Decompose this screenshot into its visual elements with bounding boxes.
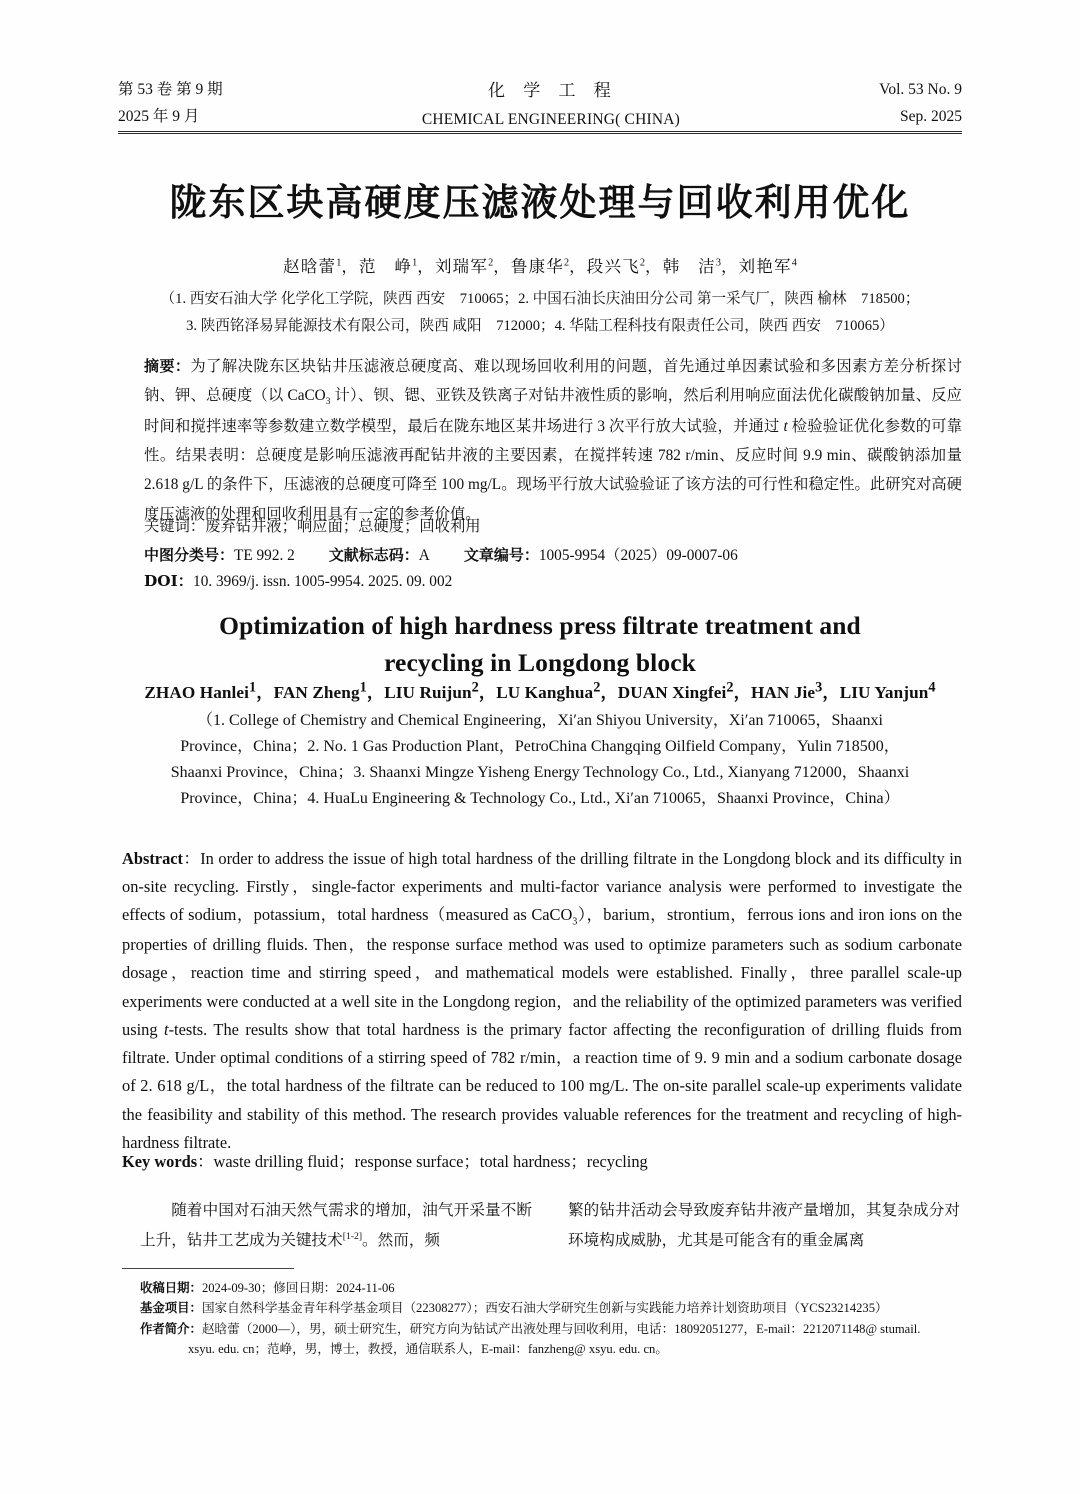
clc-label: 中图分类号： [144, 546, 235, 564]
publication-date-cn: 2025 年 9 月 [118, 108, 200, 126]
document-code-label: 文献标志码： [328, 546, 419, 564]
abstract-cn-text: 为了解决陇东区块钻井压滤液总硬度高、难以现场回收利用的问题，首先通过单因素试验和多因素方差分析探讨钠、钾、总硬度（以 CaCO$_3$ 计）、钡、锶、亚铁及铁离子对钻井液性质的影响，然后利用响应面法优化碳酸钠加量、反应时间和搅拌速率等参数建立数学模型，最后在陇东地区某井场进行 3 次平行放大试验，并通过 t 检验验证优化参数的可靠性。结果表明：总硬度是影响压滤液再配钻井液的主要因素，在搅拌转速 782 r/min、反应时间 9.9 min、碳酸钠添加量 2.618 g/L 的条件下，压滤液的总硬度可降至 100 mg/L。现场平行放大试验验证了该方法的可行性和稳定性。此研究对高硬度压滤液的处理和回收利用具有一定的参考价值。 [144, 358, 962, 523]
abstract-en-text: ：In order to address the issue of high total hardness of the drilling filtrate in the Longdong block and its difficulty in on-site recycling. Firstly，single-factor experiments and multi-factor variance analysis were performed to investigate the effects of sodium，potassium，total hardness（measured as CaCO$_3$），barium，strontium，ferrous ions and iron ions on the properties of drilling fluids. Then，the response surface method was used to optimize parameters such as sodium carbonate dosage，reaction time and stirring speed，and mathematical models were established. Finally，three parallel scale-up experiments were conducted at a well site in the Longdong region，and the reliability of the optimized parameters was verified using t-tests. The results show that total hardness is the primary factor affecting the reconfiguration of drilling fluids from filtrate. Under optimal conditions of a stirring speed of 782 r/min，a reaction time of 9. 9 min and a sodium carbonate dosage of 2. 618 g/L，the total hardness of the filtrate can be reduced to 100 mg/L. The on-site parallel scale-up experiments validate the feasibility and stability of this method. The research provides valuable references for the treatment and recycling of high-hardness filtrate. [122, 849, 963, 1152]
footnote-received-label: 收稿日期： [140, 1280, 202, 1295]
keywords-cn-text: 废弃钻井液；响应面；总硬度；回收利用 [205, 518, 481, 535]
keywords-en [122, 1148, 962, 1176]
abstract-en-label: Abstract [122, 849, 183, 868]
footnote-bio [140, 1319, 964, 1360]
body-paragraph-right: 繁的钻井活动会导致废弃钻井液产量增加，其复杂成分对环境构成威胁，尤其是可能含有的重金属离 [568, 1202, 960, 1250]
keywords-cn-label: 关键词： [144, 518, 206, 535]
paper-title-en-line-2: recycling in Longdong block [384, 647, 696, 677]
authors-en: ZHAO Hanlei$^1$，FAN Zheng$^1$，LIU Ruijun$^2$，LU Kanghua$^2$，DUAN Xingfei$^2$，HAN Jie$^3$，LIU Yanjun$^4$ [144, 679, 936, 702]
publication-date-en: Sep. 2025 [900, 108, 962, 126]
affiliations-en: （1. College of Chemistry and Chemical Engineering，Xi′an Shiyou University，Xi′an 710065，Shaanxi Province，China；2. No. 1 Gas Production Plant，PetroChina Changqing Oilfield Company，Yulin 718500，Shaanxi Province，China；3. Shaanxi Mingze Yisheng Energy Technology Co., Ltd., Xianyang 712000，Shaanxi Province，China；4. HuaLu Engineering & Technology Co., Ltd., Xi′an 710065，Shaanxi Province，China） [170, 712, 910, 807]
body-paragraph-left: 随着中国对石油天然气需求的增加，油气开采量不断上升，钻井工艺成为关键技术[1-2]。然而，频 [140, 1202, 532, 1250]
body-column-right [568, 1196, 960, 1257]
header-divider-rule [118, 131, 962, 134]
doi-value[interactable]: 10. 3969/j. issn. 1005-9954. 2025. 09. 002 [193, 573, 453, 590]
footnote-received-text: 2024-09-30；修回日期：2024-11-06 [201, 1281, 395, 1295]
keywords-en-label: Key words [122, 1152, 198, 1171]
abstract-cn [144, 352, 962, 529]
running-head-center [223, 76, 880, 133]
paper-title-en-line-1: Optimization of high hardness press filtrate treatment and [219, 611, 861, 640]
body-columns [140, 1196, 960, 1257]
footnote-fund-text: 国家自然科学基金青年科学基金项目（22308277）；西安石油大学研究生创新与实践能力培养计划资助项目（YCS23214235） [201, 1301, 888, 1316]
volume-issue-en: Vol. 53 No. 9 [879, 81, 962, 98]
running-head-right [879, 76, 962, 130]
footnote-divider-rule [122, 1268, 294, 1269]
affiliation-cn-line-1: （1. 西安石油大学 化学化工学院，陕西 西安 710065；2. 中国石油长庆油田分公司 第一采气厂，陕西 榆林 718500； [160, 291, 920, 307]
paper-title-cn: 陇东区块高硬度压滤液处理与回收利用优化 [169, 181, 911, 224]
affiliations-cn [130, 286, 950, 339]
abstract-cn-label: 摘要： [144, 357, 191, 375]
footnote-block [140, 1278, 964, 1360]
article-number-label: 文章编号： [463, 546, 539, 564]
clc-value: TE 992. 2 [234, 547, 295, 564]
footnote-bio-continuation: xsyu. edu. cn；范峥，男，博士，教授，通信联系人，E-mail：fanzheng@ xsyu. edu. cn。 [188, 1342, 668, 1357]
journal-name-cn: 化 学 工 程 [488, 81, 618, 100]
footnote-fund-label: 基金项目： [140, 1300, 202, 1316]
running-head-left [118, 76, 223, 130]
footnote-bio-text: 赵晗蕾（2000—），男，硕士研究生，研究方向为钻试产出液处理与回收利用，电话：18092051277，E-mail：2212071148@ stumail. [201, 1321, 921, 1336]
authors-cn: 赵晗蕾$^1$，范 峥$^1$，刘瑞军$^2$，鲁康华$^2$，段兴飞$^2$，韩 洁$^3$，刘艳军$^4$ [283, 257, 797, 276]
keywords-cn [144, 512, 962, 541]
footnote-received [140, 1278, 964, 1298]
footnote-bio-label: 作者简介： [140, 1320, 202, 1336]
keywords-en-text: ：waste drilling fluid；response surface；total hardness；recycling [197, 1152, 648, 1171]
abstract-en [122, 845, 962, 1157]
document-code-value: A [418, 547, 430, 564]
doi-label: DOI： [144, 572, 194, 590]
running-head [118, 76, 962, 133]
article-number-value: 1005-9954（2025）09-0007-06 [538, 547, 738, 564]
footnote-fund [140, 1298, 964, 1318]
doi-line [144, 569, 962, 591]
paper-title-en [150, 608, 930, 681]
body-column-left [140, 1196, 532, 1257]
journal-name-en: CHEMICAL ENGINEERING( CHINA) [421, 110, 680, 128]
affiliation-cn-line-2: 3. 陕西铭泽易昇能源技术有限公司，陕西 咸阳 712000；4. 华陆工程科技有限责任公司，陕西 西安 710065） [186, 317, 894, 334]
volume-issue-cn: 第 53 卷 第 9 期 [118, 81, 223, 98]
publication-metadata-cn [144, 540, 962, 572]
